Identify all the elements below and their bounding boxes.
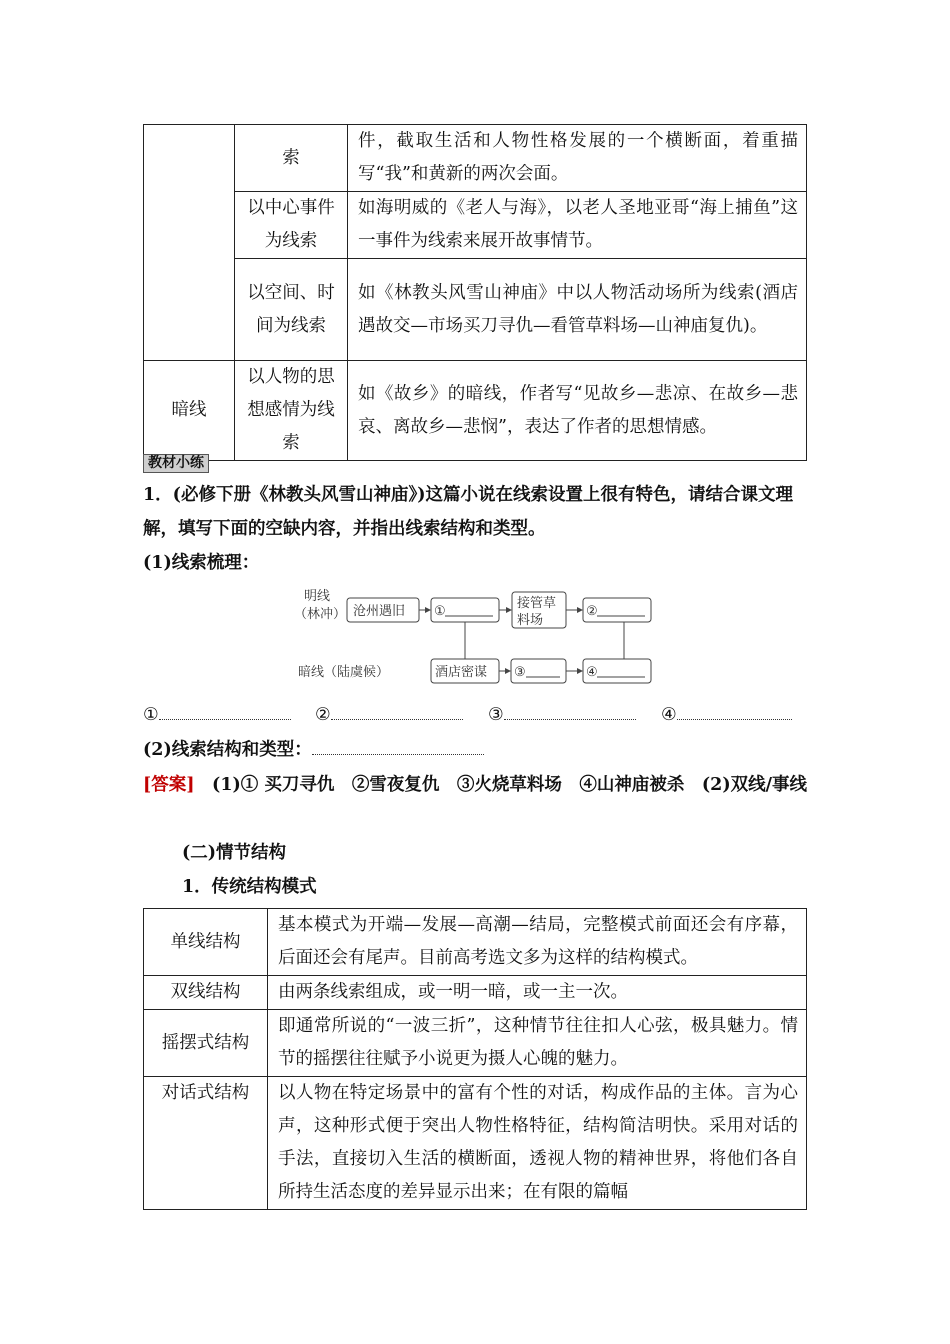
sub-heading: 1．传统结构模式 bbox=[182, 877, 317, 897]
answer-label: [答案] bbox=[143, 775, 195, 795]
table-cell-structure-desc: 基本模式为开端—发展—高潮—结局，完整模式前面还会有序幕，后面还会有尾声。目前高考选文多为这样的结构模式。 bbox=[268, 909, 807, 976]
answer-text: (1)① 买刀寻仇 ②雪夜复仇 ③火烧草料场 ④山神庙被杀 (2)双线/事线 bbox=[194, 775, 808, 795]
table-cell-structure-name: 单线结构 bbox=[144, 909, 268, 976]
table-cell-description: 如《故乡》的暗线，作者写“见故乡—悲凉、在故乡—悲哀、离故乡—悲悯”，表达了作者的思想情感。 bbox=[348, 361, 807, 461]
blank-item bbox=[143, 703, 291, 725]
table-cell-description: 如《林教头风雪山神庙》中以人物活动场所为线索(酒店遇故交—市场买刀寻仇—看管草料场—山神庙复仇)。 bbox=[348, 259, 807, 361]
diagram-arrowhead bbox=[577, 607, 583, 613]
diagram-text-4: ④ bbox=[586, 665, 598, 680]
table-cell-structure-desc: 由两条线索组成，或一明一暗，或一主一次。 bbox=[268, 976, 807, 1010]
blank-line[interactable] bbox=[331, 703, 463, 720]
table-row bbox=[144, 125, 807, 192]
clue-types-table bbox=[143, 124, 807, 461]
question-part1: (1)线索梳理： bbox=[143, 553, 260, 573]
clue-diagram bbox=[290, 584, 660, 690]
table-cell-type: 暗线 bbox=[144, 361, 235, 461]
table-cell-structure-name: 对话式结构 bbox=[144, 1077, 268, 1210]
table-cell-empty bbox=[144, 125, 235, 361]
table-row bbox=[144, 1010, 807, 1077]
diagram-text-jieguan-2: 料场 bbox=[517, 613, 544, 628]
exercise-tag: 教材小练 bbox=[143, 454, 209, 473]
blank-label: ④ bbox=[661, 705, 677, 725]
table-row bbox=[144, 259, 807, 361]
blank-item bbox=[661, 703, 792, 725]
table-cell-structure-desc: 即通常所说的“一波三折”，这种情节往往扣人心弦，极具魅力。情节的摇摆往往赋予小说更为摄人心魄的魅力。 bbox=[268, 1010, 807, 1077]
diagram-text-jiudian: 酒店密谋 bbox=[435, 665, 488, 680]
question-part2-label: (2)线索结构和类型： bbox=[143, 740, 312, 760]
blank-line[interactable] bbox=[504, 703, 636, 720]
table-row bbox=[144, 909, 807, 976]
question-part2 bbox=[143, 733, 808, 767]
table-cell-structure-desc: 以人物在特定场景中的富有个性的对话，构成作品的主体。言为心声，这种形式便于突出人物性格特征，结构简洁明快。采用对话的手法，直接切入生活的横断面，透视人物的精神世界，将他们各自所持生活态度的差异显示出来；在有限的篇幅 bbox=[268, 1077, 807, 1210]
diagram-label-ming: 明线 bbox=[304, 589, 331, 604]
answer-paragraph bbox=[143, 768, 808, 802]
table-cell-category: 以空间、时间为线索 bbox=[235, 259, 348, 361]
blank-item bbox=[315, 703, 463, 725]
diagram-text-cangzhou: 沧州遇旧 bbox=[353, 604, 406, 619]
diagram-label-linchong: （林冲） bbox=[294, 607, 347, 622]
diagram-arrowhead bbox=[505, 668, 511, 674]
blank-label: ① bbox=[143, 705, 159, 725]
blank-label: ③ bbox=[488, 705, 504, 725]
table-cell-description: 件，截取生活和人物性格发展的一个横断面，着重描写“我”和黄新的两次会面。 bbox=[348, 125, 807, 192]
blank-label: ② bbox=[315, 705, 331, 725]
blank-item bbox=[488, 703, 636, 725]
table-cell-category: 以人物的思想感情为线索 bbox=[235, 361, 348, 461]
table-row bbox=[144, 361, 807, 461]
diagram-text-jieguan-1: 接管草 bbox=[517, 596, 557, 611]
table-cell-description: 如海明威的《老人与海》，以老人圣地亚哥“海上捕鱼”这一事件为线索来展开故事情节。 bbox=[348, 192, 807, 259]
diagram-arrowhead bbox=[506, 607, 512, 613]
diagram-text-3: ③ bbox=[514, 665, 526, 680]
question-text: 1．(必修下册《林教头风雪山神庙》)这篇小说在线索设置上很有特色，请结合课文理解，填写下面的空缺内容，并指出线索结构和类型。 bbox=[143, 485, 793, 539]
diagram-arrowhead bbox=[425, 607, 431, 613]
blank-line[interactable] bbox=[312, 738, 484, 755]
diagram-label-an: 暗线（陆虞候） bbox=[298, 665, 390, 680]
table-row bbox=[144, 192, 807, 259]
diagram-text-2: ② bbox=[586, 604, 598, 619]
table-cell-category: 以中心事件为线索 bbox=[235, 192, 348, 259]
blank-line[interactable] bbox=[677, 703, 792, 720]
plot-structure-table bbox=[143, 908, 807, 1210]
section-heading: (二)情节结构 bbox=[182, 843, 287, 863]
table-cell-structure-name: 双线结构 bbox=[144, 976, 268, 1010]
table-cell-structure-name: 摇摆式结构 bbox=[144, 1010, 268, 1077]
blank-line[interactable] bbox=[159, 703, 291, 720]
diagram-text-1: ① bbox=[434, 604, 446, 619]
table-row bbox=[144, 976, 807, 1010]
diagram-arrowhead bbox=[577, 668, 583, 674]
answer-blanks bbox=[143, 703, 803, 733]
table-cell-category: 索 bbox=[235, 125, 348, 192]
table-row bbox=[144, 1077, 807, 1210]
